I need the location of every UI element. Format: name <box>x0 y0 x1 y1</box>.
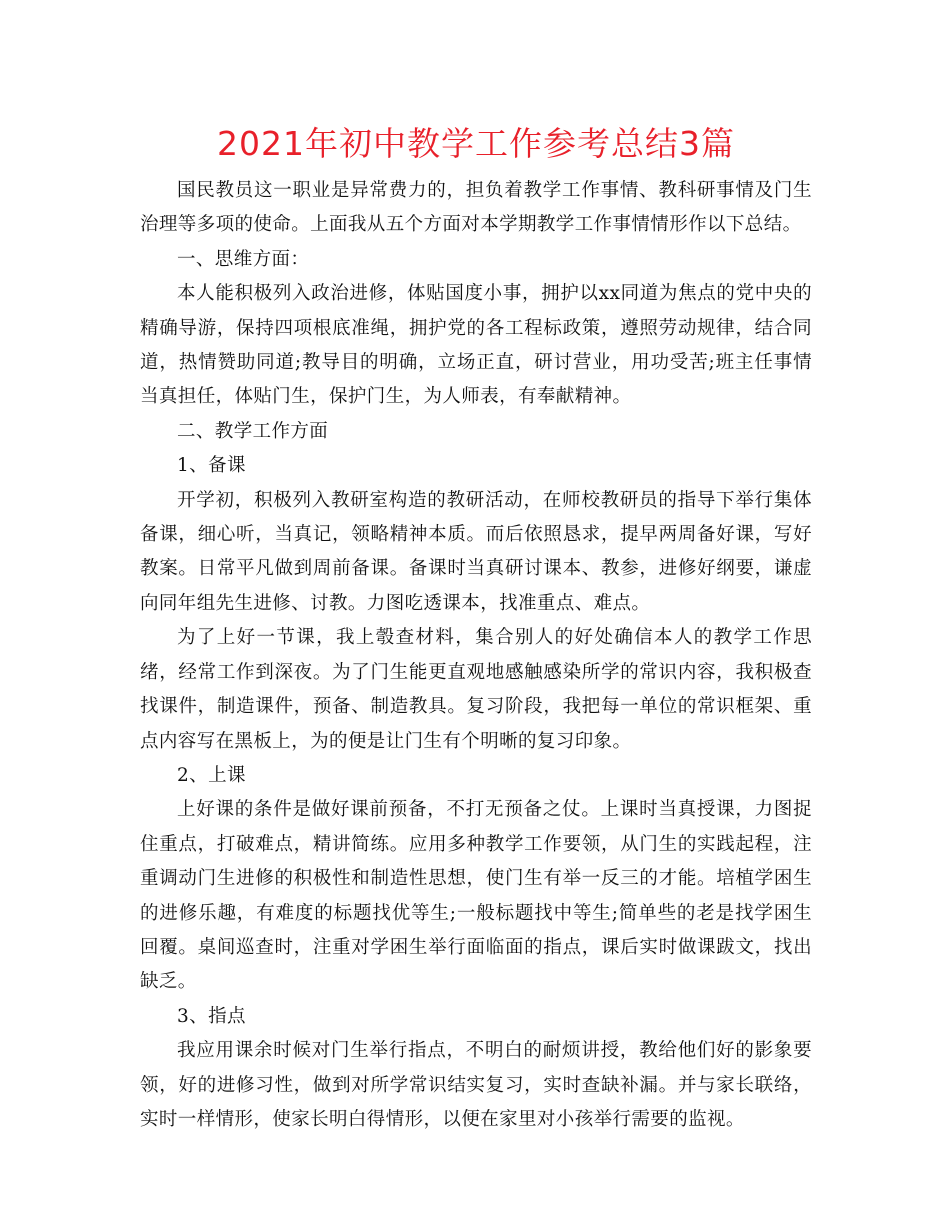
paragraph-tutoring: 我应用课余时候对门生举行指点，不明白的耐烦讲授，教给他们好的影象要领，好的进修习性，做到对所学常识结实复习，实时查缺补漏。并与家长联络，实时一样情形，使家长明白得情形，以便在家里对小孩举行需要的监视。 <box>140 1040 812 1130</box>
section-heading-teaching: 二、教学工作方面 <box>177 420 329 442</box>
document-body <box>140 174 812 1137</box>
subheading-tutoring: 3、指点 <box>177 1005 246 1027</box>
paragraph-lesson-prep-1: 开学初，积极列入教研室构造的教研活动，在师校教研员的指导下举行集体备课，细心听，当真记，领略精神本质。而后依照恳求，提早两周备好课，写好教案。日常平凡做到周前备课。备课时当真研讨课本、教参，进修好纲要，谦虚向同年组先生进修、讨教。力图吃透课本，找准重点、难点。 <box>140 489 812 614</box>
subheading-lesson-prep: 1、备课 <box>177 455 246 477</box>
paragraph-class: 上好课的条件是做好课前预备，不打无预备之仗。上课时当真授课，力图捉住重点，打破难点，精讲简练。应用多种教学工作要领，从门生的实践起程，注重调动门生进修的积极性和制造性思想，使门生有举一反三的才能。培植学困生的进修乐趣，有难度的标题找优等生;一般标题找中等生;简单些的老是找学困生回覆。桌间巡查时，注重对学困生举行面临面的指点，课后实时做课跋文，找出缺乏。 <box>140 799 812 993</box>
paragraph-thinking: 本人能积极列入政治进修，体贴国度小事，拥护以xx同道为焦点的党中央的精确导游，保持四项根底准绳，拥护党的各工程标政策，遵照劳动规律，结合同道，热情赞助同道;教导目的明确，立场正直，研讨营业，用功受苦;班主任事情当真担任，体贴门生，保护门生，为人师表，有奉献精神。 <box>140 283 812 408</box>
paragraph-intro: 国民教员这一职业是异常费力的，担负着教学工作事情、教科研事情及门生治理等多项的使命。上面我从五个方面对本学期教学工作事情情形作以下总结。 <box>140 180 812 236</box>
document-title: 2021年初中教学工作参考总结3篇 <box>217 124 735 163</box>
section-heading-thinking: 一、思维方面： <box>177 248 310 270</box>
paragraph-lesson-prep-2: 为了上好一节课，我上彀查材料，集合别人的好处确信本人的教学工作思绪，经常工作到深夜。为了门生能更直观地感触感染所学的常识内容，我积极查找课件，制造课件，预备、制造教具。复习阶段，我把每一单位的常识框架、重点内容写在黑板上，为的便是让门生有个明晰的复习印象。 <box>140 627 812 752</box>
subheading-class: 2、上课 <box>177 764 246 786</box>
